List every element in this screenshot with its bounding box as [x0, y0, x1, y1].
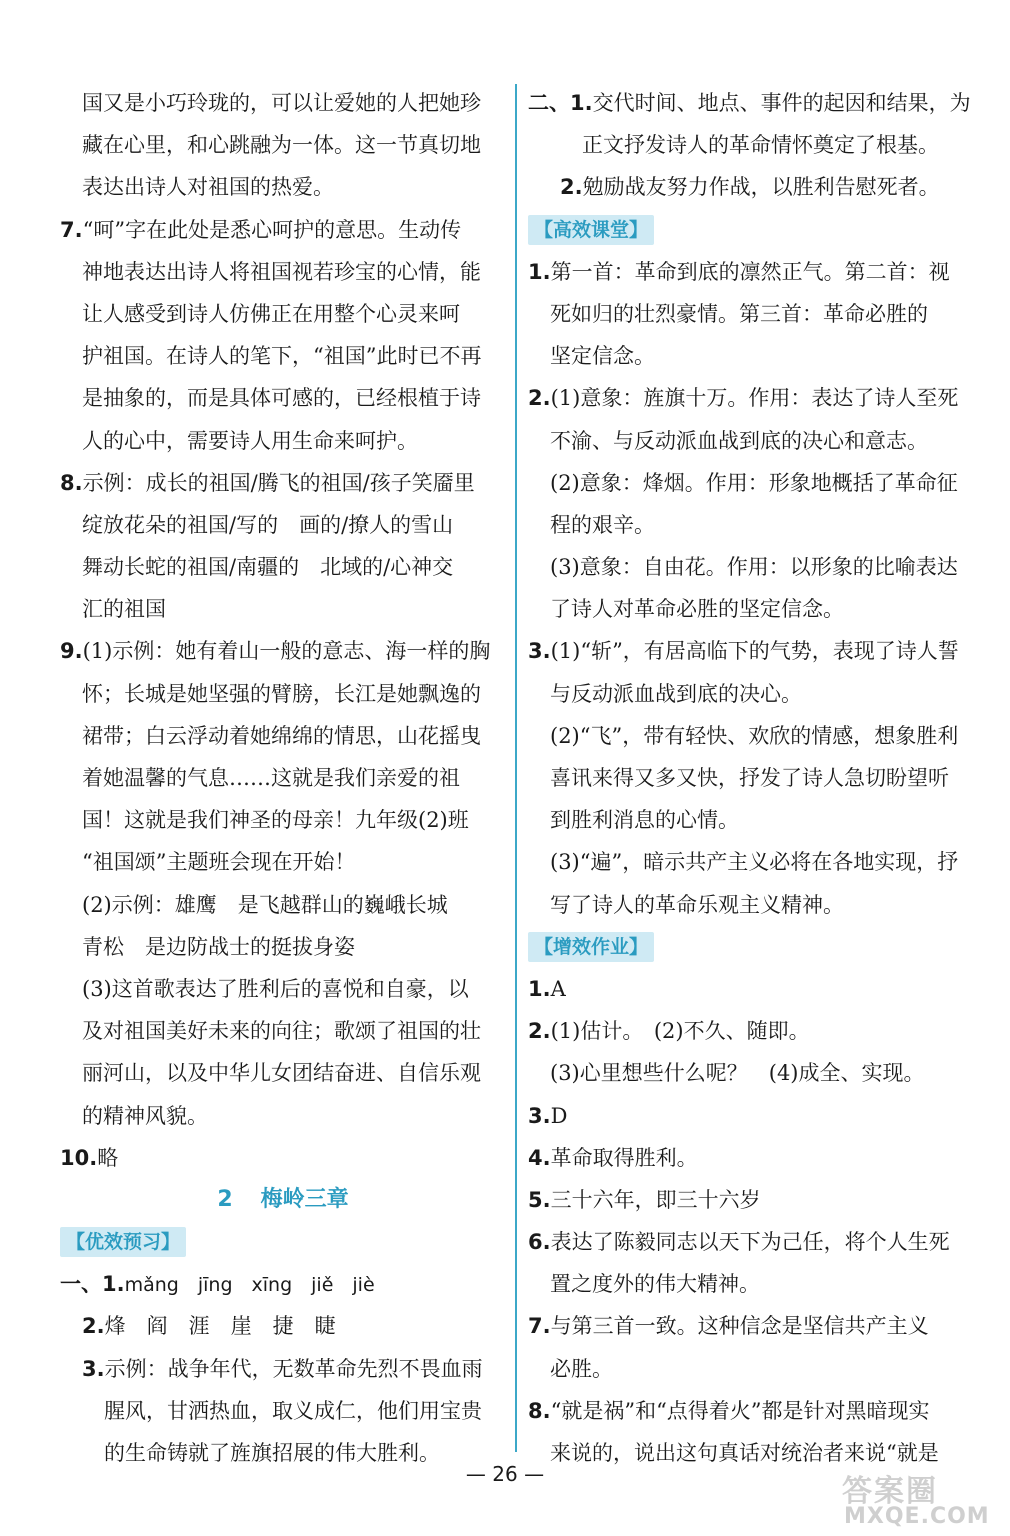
text-line: 藏在心里，和心跳融为一体。这一节真切地	[82, 133, 481, 158]
text-line: 汇的祖国	[82, 597, 166, 622]
question-number: 3.	[82, 1356, 105, 1381]
text-line: (3)意象：自由花。作用：以形象的比喻表达	[550, 555, 958, 580]
text-line: 表达了陈毅同志以天下为己任，将个人生死	[550, 1230, 950, 1255]
text-line: 略	[97, 1145, 119, 1170]
text-line: 丽河山，以及中华儿女团结奋进、自信乐观	[82, 1061, 481, 1086]
text-line: 青松 是边防战士的挺拔身姿	[82, 934, 355, 959]
text-line: 喜讯来得又多又快，抒发了诗人急切盼望听	[550, 766, 949, 790]
answer-10	[60, 1137, 506, 1179]
page-number: — 26 —	[465, 1462, 545, 1486]
text-line: 了诗人对革命必胜的坚定信念。	[550, 597, 844, 622]
preview-2	[60, 1305, 506, 1347]
answer-8	[60, 462, 506, 504]
text-line: 写了诗人的革命乐观主义精神。	[550, 892, 844, 917]
question-number: 7.	[60, 217, 83, 242]
text-line: (1)意象：旌旗十万。作用：表达了诗人至死	[550, 386, 959, 411]
text-line: “就是祸”和“点得着火”都是针对黑暗现实	[550, 1398, 930, 1423]
text-line: 置之度外的伟大精神。	[550, 1272, 760, 1297]
badge-row	[60, 1221, 506, 1263]
text-line: 坚定信念。	[550, 344, 655, 369]
question-number: 1.	[528, 259, 551, 284]
text-line: 交代时间、地点、事件的起因和结果，为	[592, 91, 971, 115]
question-number: 9.	[60, 639, 83, 664]
question-number: 6.	[528, 1230, 551, 1255]
text-line: 及对祖国美好未来的向往；歌颂了祖国的壮	[82, 1019, 481, 1044]
homework-6	[528, 1221, 980, 1263]
text-line: (2)“飞”，带有轻快、欢欣的情感，想象胜利	[550, 723, 959, 748]
text-line: 是抽象的，而是具体可感的，已经根植于诗	[82, 386, 481, 411]
homework-2	[528, 1010, 980, 1052]
homework-7	[528, 1305, 980, 1347]
watermark-text: 答案圈	[842, 1474, 938, 1509]
badge-preview: 【优效预习】	[60, 1227, 186, 1257]
text-line: 必胜。	[550, 1356, 613, 1381]
text-line: 表达出诗人对祖国的热爱。	[82, 175, 334, 200]
text-line: (1)估计。 (2)不久、随即。	[550, 1019, 810, 1044]
class-3	[528, 630, 980, 672]
watermark-url: MXQE.COM	[844, 1504, 990, 1529]
text-line: 来说的，说出这句真话对统治者来说“就是	[550, 1441, 939, 1465]
homework-4	[528, 1137, 980, 1179]
answer-9	[60, 630, 506, 672]
badge-row	[528, 926, 980, 968]
text-line: 国！这就是我们神圣的母亲！九年级(2)班	[82, 808, 469, 833]
text-line: (2)示例：雄鹰 是飞越群山的巍峨长城	[82, 892, 448, 917]
class-1	[528, 251, 980, 293]
left-column	[60, 82, 506, 1474]
text-line: (3)“遍”，暗示共产主义必将在各地实现，抒	[550, 850, 959, 875]
answer-er-1	[528, 82, 980, 124]
question-number: 4.	[528, 1145, 551, 1170]
question-number: 一、1.	[60, 1272, 125, 1297]
text-line: A	[550, 976, 566, 1001]
question-number: 5.	[528, 1187, 551, 1212]
right-column	[528, 82, 980, 1474]
text-line: 绽放花朵的祖国/写的 画的/撩人的雪山	[82, 512, 454, 537]
text-line: 怀；长城是她坚强的臂膀，长江是她飘逸的	[82, 681, 481, 706]
text-line: 正文抒发诗人的革命情怀奠定了根基。	[582, 133, 939, 158]
homework-8	[528, 1390, 980, 1432]
text-line: (3)这首歌表达了胜利后的喜悦和自豪，以	[82, 976, 469, 1001]
text-line: 烽 阎 涯 崖 捷 睫	[104, 1314, 336, 1339]
question-number: 8.	[528, 1398, 551, 1423]
text-line: 死如归的壮烈豪情。第三首：革命必胜的	[550, 301, 928, 326]
text-line: 的精神风貌。	[82, 1103, 208, 1128]
text-line: “祖国颂”主题班会现在开始！	[82, 850, 356, 875]
badge-row	[528, 209, 980, 251]
text-line: 革命取得胜利。	[550, 1145, 698, 1170]
text-line: 人的心中，需要诗人用生命来呵护。	[82, 428, 418, 453]
section-heading	[60, 1179, 506, 1221]
preview-1	[60, 1263, 506, 1305]
text-line: 与反动派血战到底的决心。	[550, 681, 802, 706]
pinyin-answer: mǎng jīng xīng jiě jiè	[124, 1274, 375, 1297]
homework-1	[528, 968, 980, 1010]
text-line: 着她温馨的气息……这就是我们亲爱的祖	[82, 766, 460, 790]
text-line: 与第三首一致。这种信念是坚信共产主义	[550, 1314, 929, 1339]
badge-class: 【高效课堂】	[528, 215, 654, 245]
badge-homework: 【增效作业】	[528, 932, 654, 962]
text-line: 示例：战争年代，无数革命先烈不畏血雨	[104, 1356, 483, 1381]
text-line: 让人感受到诗人仿佛正在用整个心灵来呵	[82, 301, 460, 326]
question-number: 2.	[528, 386, 551, 411]
question-number: 1.	[528, 976, 551, 1001]
text-line: 示例：成长的祖国/腾飞的祖国/孩子笑靥里	[82, 470, 475, 495]
question-number: 3.	[528, 639, 551, 664]
question-number: 2.	[528, 1019, 551, 1044]
text-line: (1)示例：她有着山一般的意志、海一样的胸	[82, 639, 491, 664]
answer-7	[60, 209, 506, 251]
text-line: (3)心里想些什么呢？ (4)成全、实现。	[550, 1061, 925, 1086]
column-divider	[515, 84, 517, 1452]
text-line: 程的艰辛。	[550, 512, 655, 537]
text-line: 护祖国。在诗人的笔下，“祖国”此时已不再	[82, 344, 482, 369]
text-line: 舞动长蛇的祖国/南疆的 北域的/心神交	[82, 555, 454, 580]
text-line: 不渝、与反动派血战到底的决心和意志。	[550, 428, 928, 453]
homework-5	[528, 1179, 980, 1221]
text-line: 裙带；白云浮动着她绵绵的情思，山花摇曳	[82, 723, 481, 748]
homework-3	[528, 1095, 980, 1137]
text-line: 到胜利消息的心情。	[550, 808, 739, 833]
text-line: 第一首：革命到底的凛然正气。第二首：视	[550, 259, 950, 284]
question-number: 10.	[60, 1145, 98, 1170]
text-line: 三十六年，即三十六岁	[550, 1187, 761, 1212]
answer-er-2	[528, 166, 980, 208]
text-line: 勉励战友努力作战，以胜利告慰死者。	[582, 175, 940, 200]
text-line: 国又是小巧玲珑的，可以让爱她的人把她珍	[82, 91, 481, 115]
text-line: (1)“斩”，有居高临下的气势，表现了诗人誓	[550, 639, 959, 664]
question-number: 2.	[560, 175, 583, 200]
text-line: 的生命铸就了旌旗招展的伟大胜利。	[104, 1441, 440, 1465]
section-title: 梅岭三章	[260, 1186, 349, 1212]
text-line: “呵”字在此处是悉心呵护的意思。生动传	[82, 217, 462, 242]
question-number: 3.	[528, 1103, 551, 1128]
question-number: 二、1.	[528, 91, 593, 115]
text-line: 神地表达出诗人将祖国视若珍宝的心情，能	[82, 259, 481, 284]
question-number: 7.	[528, 1314, 551, 1339]
question-number: 2.	[82, 1314, 105, 1339]
preview-3	[60, 1348, 506, 1390]
watermark-logo	[838, 1466, 998, 1532]
text-line: (2)意象：烽烟。作用：形象地概括了革命征	[550, 470, 958, 495]
text-line: 腥风，甘洒热血，取义成仁，他们用宝贵	[104, 1398, 482, 1423]
section-number: 2	[217, 1186, 233, 1212]
text-line: D	[550, 1103, 568, 1128]
question-number: 8.	[60, 470, 83, 495]
class-2	[528, 377, 980, 419]
